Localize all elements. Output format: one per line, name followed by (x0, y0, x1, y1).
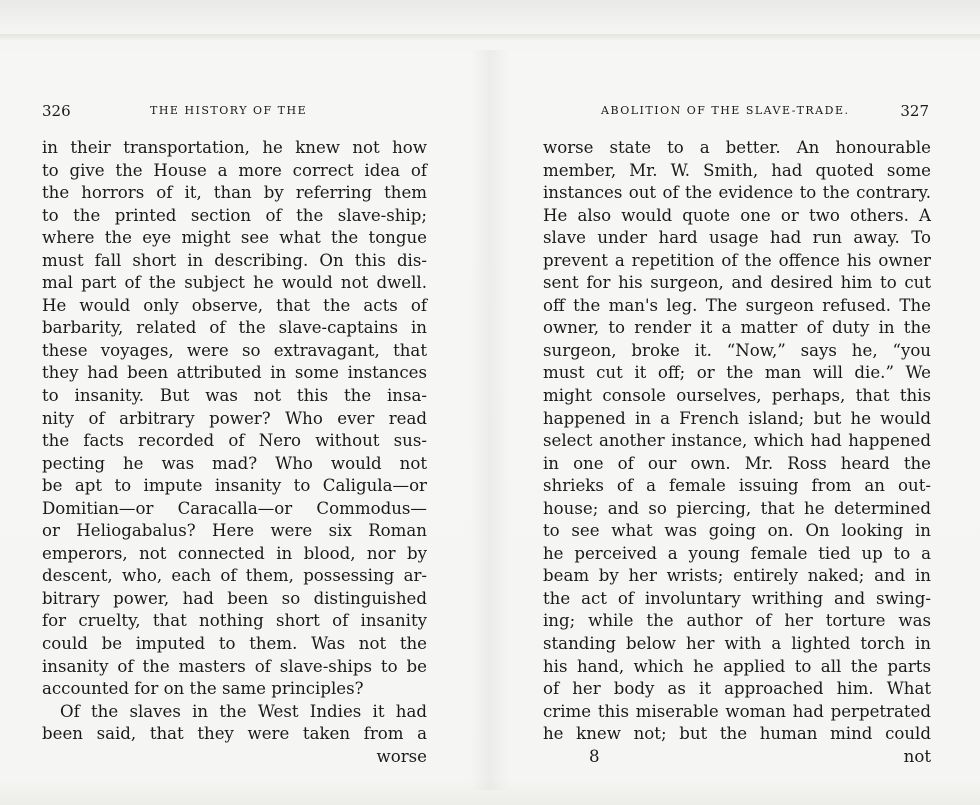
text-line: must cut it off; or the man will die.” We (543, 363, 931, 383)
text-line: instances out of the evidence to the contrary. (543, 183, 931, 203)
text-line: insanity of the masters of slave-ships to be (42, 656, 427, 676)
text-line: select another instance, which had happened (543, 431, 931, 451)
text-line: off the man's leg. The surgeon refused. The (543, 295, 931, 315)
text-line: shrieks of a female issuing from an out- (543, 476, 931, 496)
text-line: his hand, which he applied to all the parts (543, 656, 931, 676)
text-line: mal part of the subject he would not dwell. (42, 273, 427, 293)
page-top-edge (0, 34, 980, 40)
text-line: barbarity, related of the slave-captains in (42, 318, 427, 338)
text-line: Domitian—or Caracalla—or Commodus— (42, 498, 427, 518)
text-line: he knew not; but the human mind could (543, 724, 931, 744)
text-line: might console ourselves, perhaps, that this (543, 386, 931, 406)
right-page-number: 327 (900, 102, 929, 120)
text-line: descent, who, each of them, possessing ar- (42, 566, 427, 586)
text-line: could be imputed to them. Was not the (42, 634, 427, 654)
text-line: or Heliogabalus? Here were six Roman (42, 521, 427, 541)
text-line: to insanity. But was not this the insa- (42, 386, 427, 406)
text-line: to give the House a more correct idea of (42, 160, 427, 180)
text-line: happened in a French island; but he would (543, 408, 931, 428)
text-line: the facts recorded of Nero without sus- (42, 431, 427, 451)
text-line: surgeon, broke it. “Now,” says he, “you (543, 340, 931, 360)
right-running-head (543, 100, 931, 122)
text-line: accounted for on the same principles? (42, 679, 364, 699)
catchword: not (903, 746, 931, 766)
text-line: the act of involuntary writhing and swing- (543, 588, 931, 608)
text-line: he perceived a young female tied up to a (543, 543, 931, 563)
text-line: must fall short in describing. On this dis- (42, 250, 427, 270)
text-line: pecting he was mad? Who would not (42, 453, 427, 473)
left-page-number: 326 (42, 102, 71, 120)
signature-mark: 8 (589, 746, 600, 766)
text-line: worse state to a better. An honourable (543, 138, 931, 157)
text-line: ing; while the author of her torture was (543, 611, 931, 631)
text-line: be apt to impute insanity to Caligula—or (42, 476, 427, 496)
text-line: in their transportation, he knew not how (42, 138, 427, 157)
text-line: member, Mr. W. Smith, had quoted some (543, 160, 931, 180)
text-line: to the printed section of the slave-ship; (42, 205, 427, 225)
catchword-line (543, 746, 931, 769)
text-line: they had been attributed in some instances (42, 363, 427, 383)
text-line: these voyages, were so extravagant, that (42, 340, 427, 360)
right-page (543, 100, 931, 790)
text-line: beam by her wrists; entirely naked; and in (543, 566, 931, 586)
text-line: prevent a repetition of the offence his owner (543, 250, 931, 270)
text-line: slave under hard usage had run away. To (543, 228, 931, 248)
catchword-line (42, 746, 427, 769)
text-line: where the eye might see what the tongue (42, 228, 427, 248)
text-line: bitrary power, had been so distinguished (42, 588, 427, 608)
text-line: for cruelty, that nothing short of insanity (42, 611, 427, 631)
text-line: been said, that they were taken from a (42, 724, 427, 744)
left-running-title: THE HISTORY OF THE (150, 104, 308, 117)
left-body-text (42, 137, 427, 768)
text-line: He would only observe, that the acts of (42, 295, 427, 315)
text-line: sent for his surgeon, and desired him to cut (543, 273, 931, 293)
text-line: standing below her with a lighted torch in (543, 634, 931, 654)
text-line: in one of our own. Mr. Ross heard the (543, 453, 931, 473)
text-line: He also would quote one or two others. A (543, 205, 931, 225)
text-line: Of the slaves in the West Indies it had (60, 701, 427, 721)
text-line: emperors, not connected in blood, nor by (42, 543, 427, 563)
right-body-text (543, 137, 931, 768)
text-line: crime this miserable woman had perpetrated (543, 701, 931, 721)
right-running-title: ABOLITION OF THE SLAVE-TRADE. (601, 104, 850, 117)
left-running-head (42, 100, 427, 122)
left-page (42, 100, 427, 790)
text-line: owner, to render it a matter of duty in the (543, 318, 931, 338)
catchword: worse (376, 746, 427, 766)
text-line: the horrors of it, than by referring them (42, 183, 427, 203)
text-line: nity of arbitrary power? Who ever read (42, 408, 427, 428)
text-line: of her body as it approached him. What (543, 679, 931, 699)
text-line: to see what was going on. On looking in (543, 521, 931, 541)
book-gutter (470, 50, 510, 790)
text-line: house; and so piercing, that he determined (543, 498, 931, 518)
